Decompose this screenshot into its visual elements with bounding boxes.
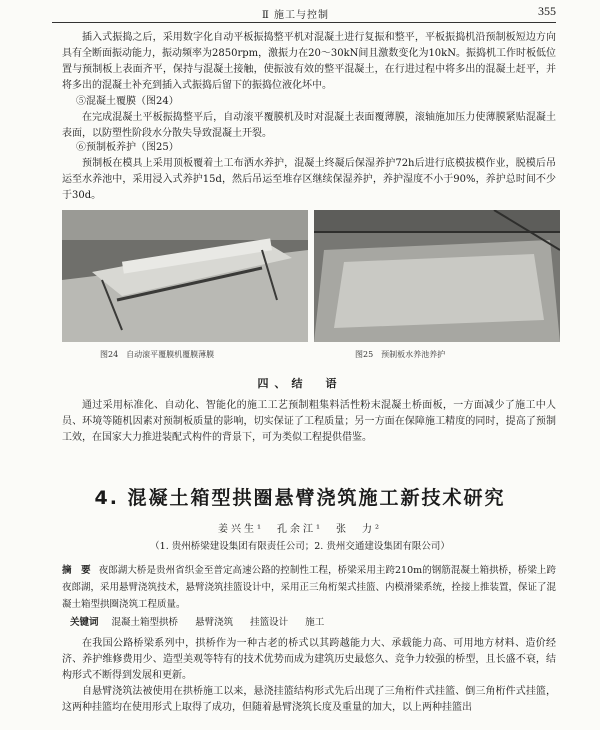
- paragraph-curing: 预制板在模具上采用顶板覆着土工布洒水养护，混凝土终凝后保湿养护72h后进行底模拔模作业，脱模后吊运至水养池中，采用浸入式养护15d，然后吊运至堆存区继续保湿养护，养护湿度不小于90%，养护总时间不少于30d。: [62, 158, 556, 201]
- keyword: 挂篮设计: [250, 617, 289, 628]
- paragraph-film: 在完成混凝土平板振捣整平后，自动滚平覆膜机及时对混凝土表面覆薄膜，滚轴施加压力使薄膜紧贴混凝土表面，以防塑性阶段水分散失导致混凝土开裂。: [62, 112, 556, 139]
- article-affiliation: （1. 贵州桥梁建设集团有限责任公司；2. 贵州交通建设集团有限公司）: [150, 541, 450, 552]
- paragraph-vibration: 插入式振捣之后，采用数字化自动平板振捣整平机对混凝土进行复振和整平，平板振捣机沿预制板短边方向具有全断面振动能力，振动频率为2850rpm，激振力在20～30kN间且激数变化为10kN。振捣机工作时板低位置与预制板上表面齐平，保持与混凝土接触，使振波有效的整平混凝土，在行进过程中将多出的混凝土赶平，并将多出的混凝土补充到插入式振捣后留下的振捣位液化坏中。: [62, 32, 556, 91]
- intro-paragraph-2: 自悬臂浇筑法被使用在拱桥施工以来，悬浇挂篮结构形式先后出现了三角桁件式挂篮、倒三角桁件式挂篮，这两种挂篮均在使用形式上取得了成功，但随着悬臂浇筑长度及重量的加大，以上两种挂篮出: [62, 686, 556, 713]
- subheading-film: ⑤混凝土覆膜（图24）: [76, 96, 179, 107]
- abstract-text: 夜郎湖大桥是贵州省织金至普定高速公路的控制性工程，桥梁采用主跨210m的钢筋混凝土箱拱桥，桥梁上跨夜郎湖，采用悬臂浇筑技术，悬臂浇筑挂篮设计中，采用正三角桁架式挂篮、内模滑梁系统，拴接上推装置，保证了混凝土箱型拱圈浇筑工程质量。: [62, 565, 557, 610]
- page-number: 355: [538, 4, 556, 18]
- film-machine-image: [62, 210, 308, 342]
- running-header: [52, 4, 556, 23]
- conclusion-heading: 四、结 语: [257, 377, 343, 390]
- figure-25-caption: 图25 预制板水养池养护: [355, 350, 446, 359]
- article-title: 4. 混凝土箱型拱圈悬臂浇筑施工新技术研究: [94, 487, 506, 509]
- figure-24-caption: 图24 自动滚平覆膜机覆膜薄膜: [100, 350, 215, 359]
- figure-24-photo: [62, 210, 308, 342]
- keyword: 悬臂浇筑: [195, 617, 234, 628]
- abstract: [62, 562, 556, 613]
- curing-pool-image: [314, 210, 560, 342]
- intro-paragraph-1: 在我国公路桥梁系列中，拱桥作为一种古老的桥式以其跨越能力大、承载能力高、可用地方材料、造价经济、养护维修费用少、造型美观等特有的技术优势而成为建筑历史最悠久、竞争力较强的桥型，且长盛不衰，结构形式不断得到发展和更新。: [62, 638, 556, 681]
- figure-25-photo: [314, 210, 560, 342]
- article-authors: 姜兴生¹ 孔余江¹ 张 力²: [217, 524, 383, 535]
- header-section: Ⅱ 施工与控制: [262, 10, 329, 21]
- abstract-label: 摘 要: [62, 565, 91, 576]
- keyword: 混凝土箱型拱桥: [111, 617, 179, 628]
- subheading-curing: ⑥预制板养护（图25）: [76, 142, 179, 153]
- conclusion-text: 通过采用标准化、自动化、智能化的施工工艺预制粗集料活性粉末混凝土桥面板，一方面减少了施工中人员、环境等随机因素对预制板质量的影响，切实保证了工程质量；另一方面在保障施工精度的同时，提高了预制工效，在国家大力推进装配式构件的背景下，可为类似工程提供借鉴。: [62, 400, 556, 443]
- keyword: 施工: [305, 617, 325, 628]
- keywords-label: 关键词: [70, 617, 99, 628]
- keywords: [70, 614, 338, 628]
